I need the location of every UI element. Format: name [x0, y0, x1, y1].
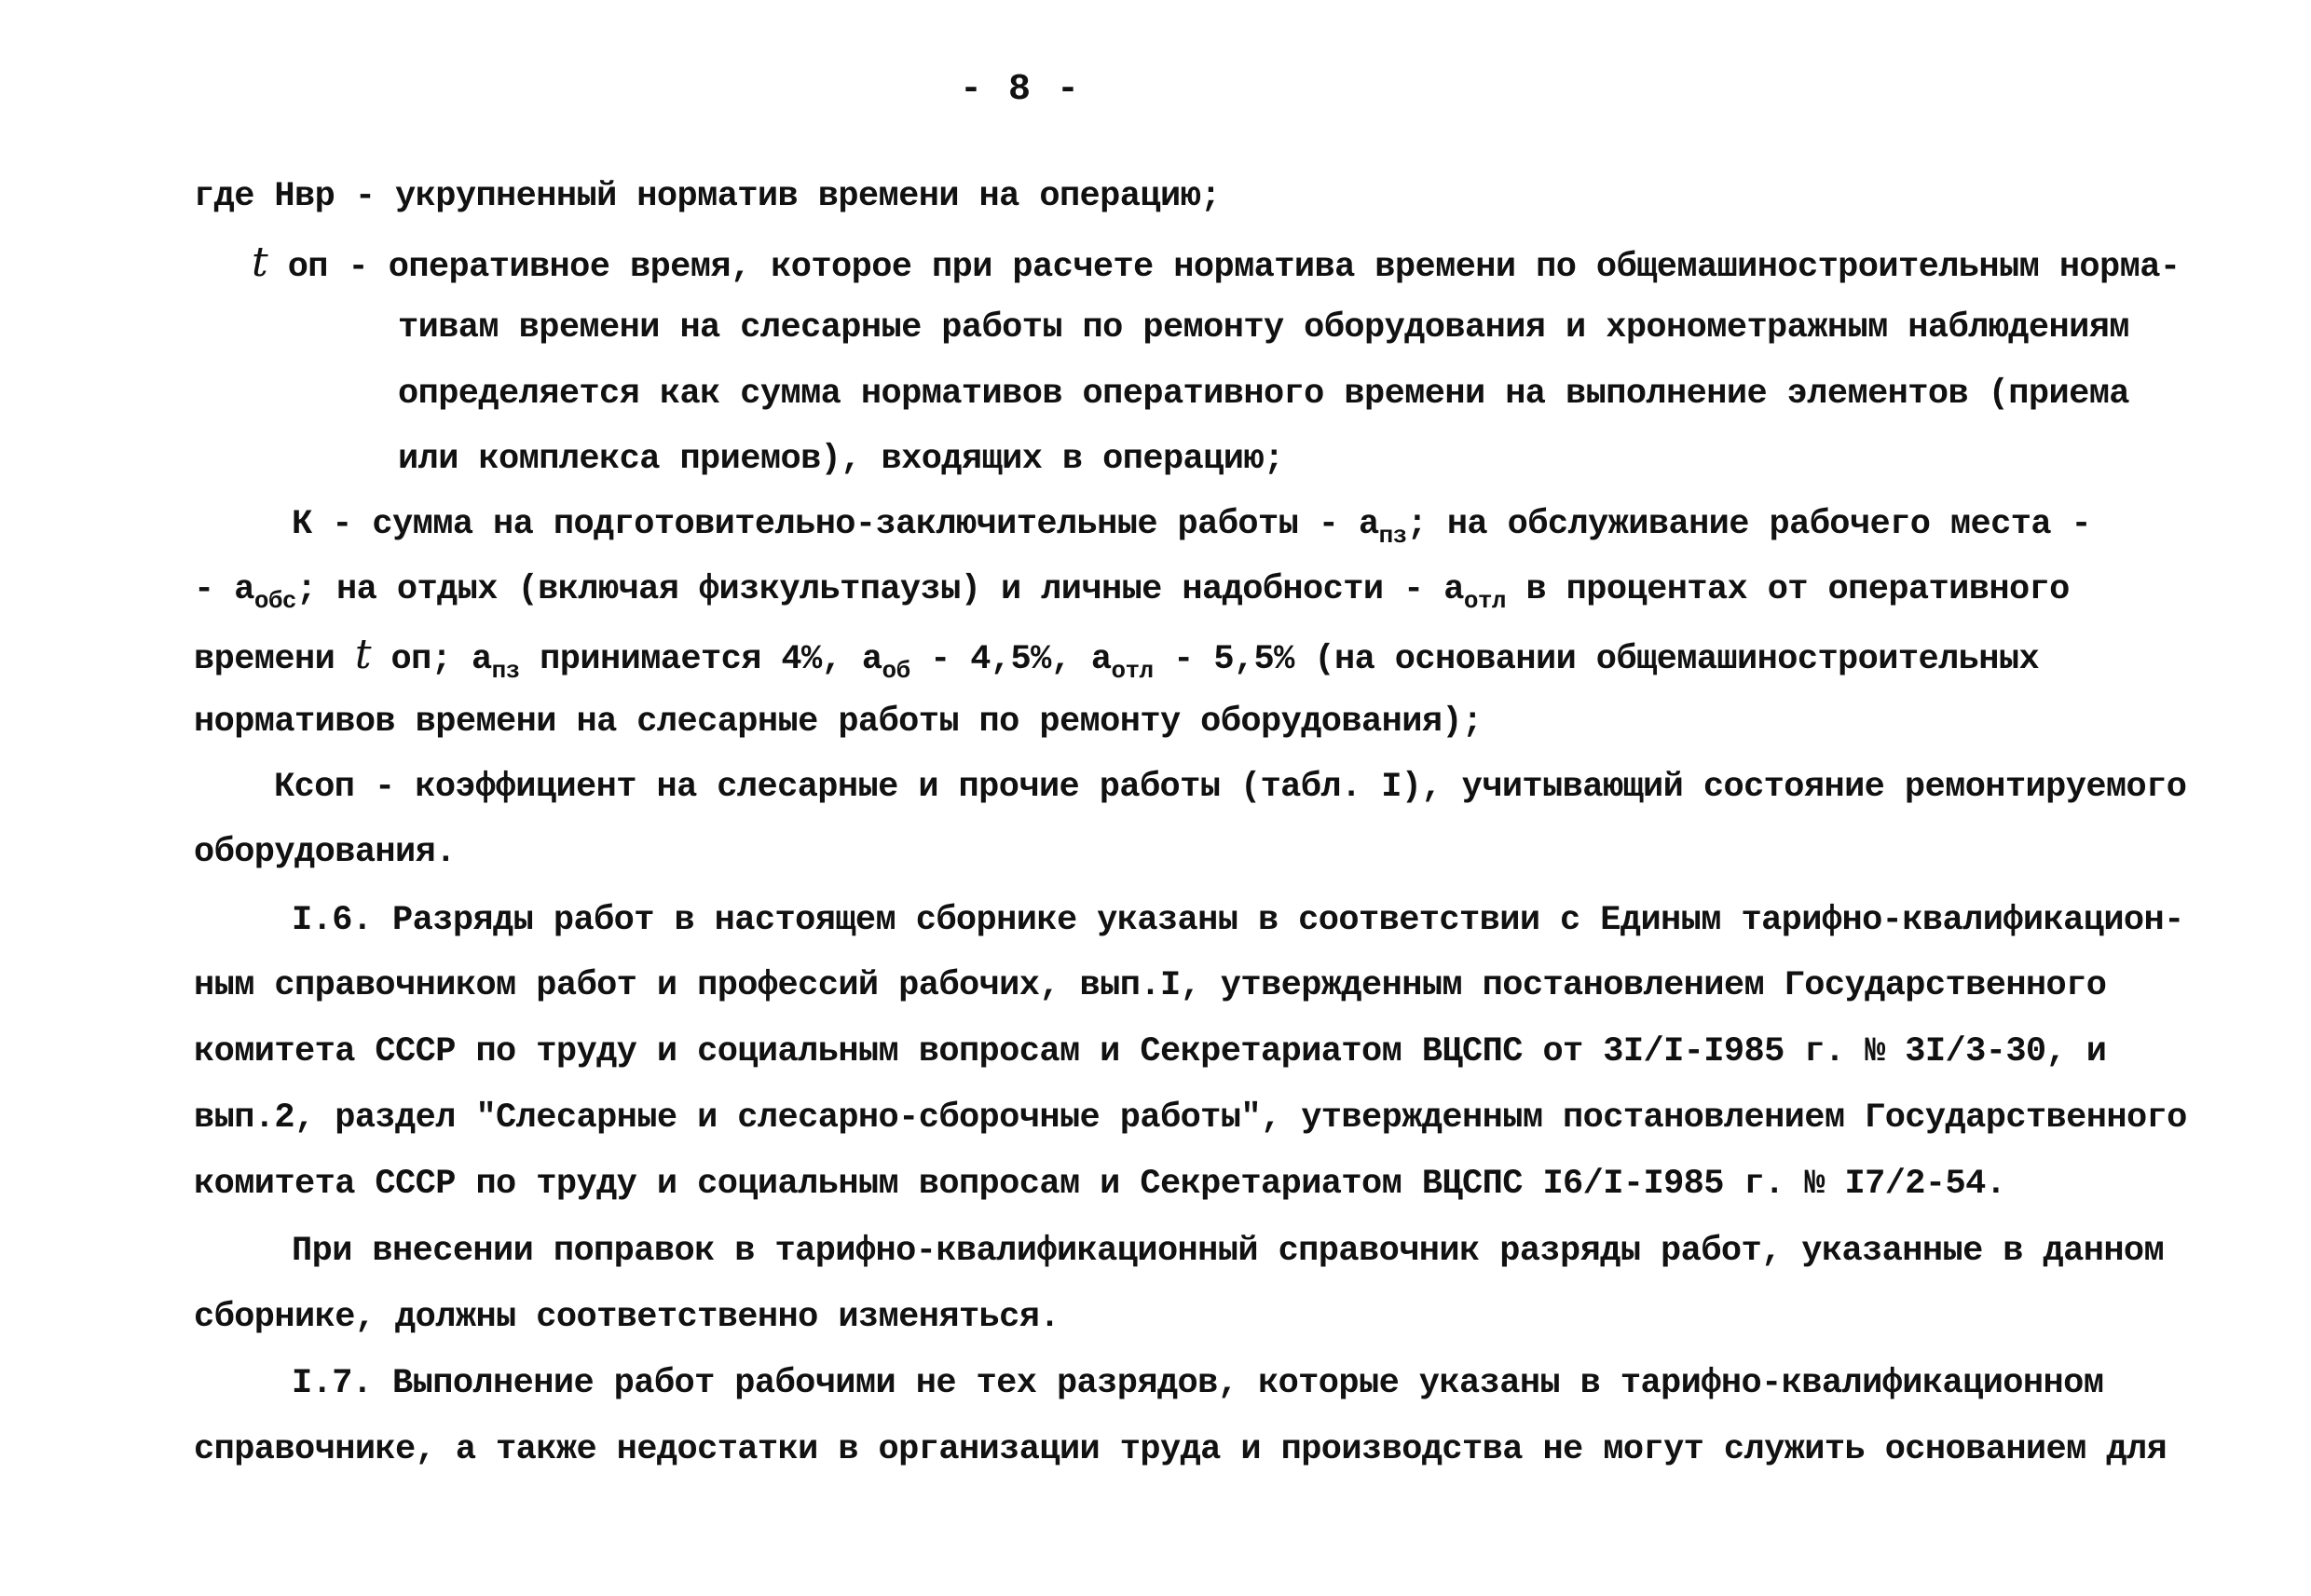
t-symbol: t: [354, 632, 371, 678]
text-line-17: При внесении поправок в тарифно-квалификационный справочник разряды работ, указанные в данном: [292, 1232, 2165, 1271]
text-line-16: комитета СССР по труду и социальным вопросам и Секретариатом ВЦСПС I6/I-I985 г. № I7/2-54.: [194, 1165, 2006, 1204]
text-line-9: нормативов времени на слесарные работы по ремонту оборудования);: [194, 703, 1483, 742]
text-line-18: сборнике, должны соответственно изменяться.: [194, 1298, 1060, 1337]
page-number: - 8 -: [960, 69, 1082, 111]
text-line-8: времени t оп; $а_{пз}$ принимается 4%, $а_{об} - 4,5\%$, $а_{отл} - 5,5\%$ (на основании общемашиностроительных: [194, 632, 2040, 683]
t-symbol: t: [252, 239, 268, 286]
text-line-11: оборудования.: [194, 833, 456, 872]
text-line-19: I.7. Выполнение работ рабочими не тех разрядов, которые указаны в тарифно-квалификационном: [292, 1364, 2104, 1403]
text-line-5: или комплекса приемов), входящих в операцию;: [398, 440, 1284, 479]
text-line-4: определяется как сумма нормативов оперативного времени на выполнение элементов (приема: [398, 375, 2129, 414]
text-line-6: К - сумма на подготовительно-заключительные работы - $а_{пз}$; на обслуживание рабочего места -: [292, 505, 2092, 548]
text-line-1: где Нвр - укрупненный норматив времени на операцию;: [194, 177, 1221, 216]
text-line-2: t оп - оперативное время, которое при расчете норматива времени по общемашиностроительным норма-: [252, 239, 2181, 287]
text-line-20: справочнике, а также недостатки в организации труда и производства не могут служить основанием для: [194, 1430, 2167, 1469]
text-line-12: I.6. Разряды работ в настоящем сборнике указаны в соответствии с Единым тарифно-квалификацион-: [292, 901, 2184, 940]
text-line-13: ным справочником работ и профессий рабочих, вып.I, утвержденным постановлением Государственного: [194, 966, 2107, 1005]
text-line-14: комитета СССР по труду и социальным вопросам и Секретариатом ВЦСПС от 3I/I-I985 г. № 3I/3-30, и: [194, 1032, 2107, 1071]
text-line-7: - $а_{обс}$; на отдых (включая физкультпаузы) и личные надобности - $а_{отл}$ в процентах от оперативного: [194, 570, 2070, 613]
text-line-10: Ксоп - коэффициент на слесарные и прочие работы (табл. I), учитывающий состояние ремонтируемого: [274, 768, 2187, 807]
text-line-3: тивам времени на слесарные работы по ремонту оборудования и хронометражным наблюдениям: [398, 308, 2129, 348]
text-line-15: вып.2, раздел "Слесарные и слесарно-сборочные работы", утвержденным постановлением Государственного: [194, 1098, 2187, 1138]
